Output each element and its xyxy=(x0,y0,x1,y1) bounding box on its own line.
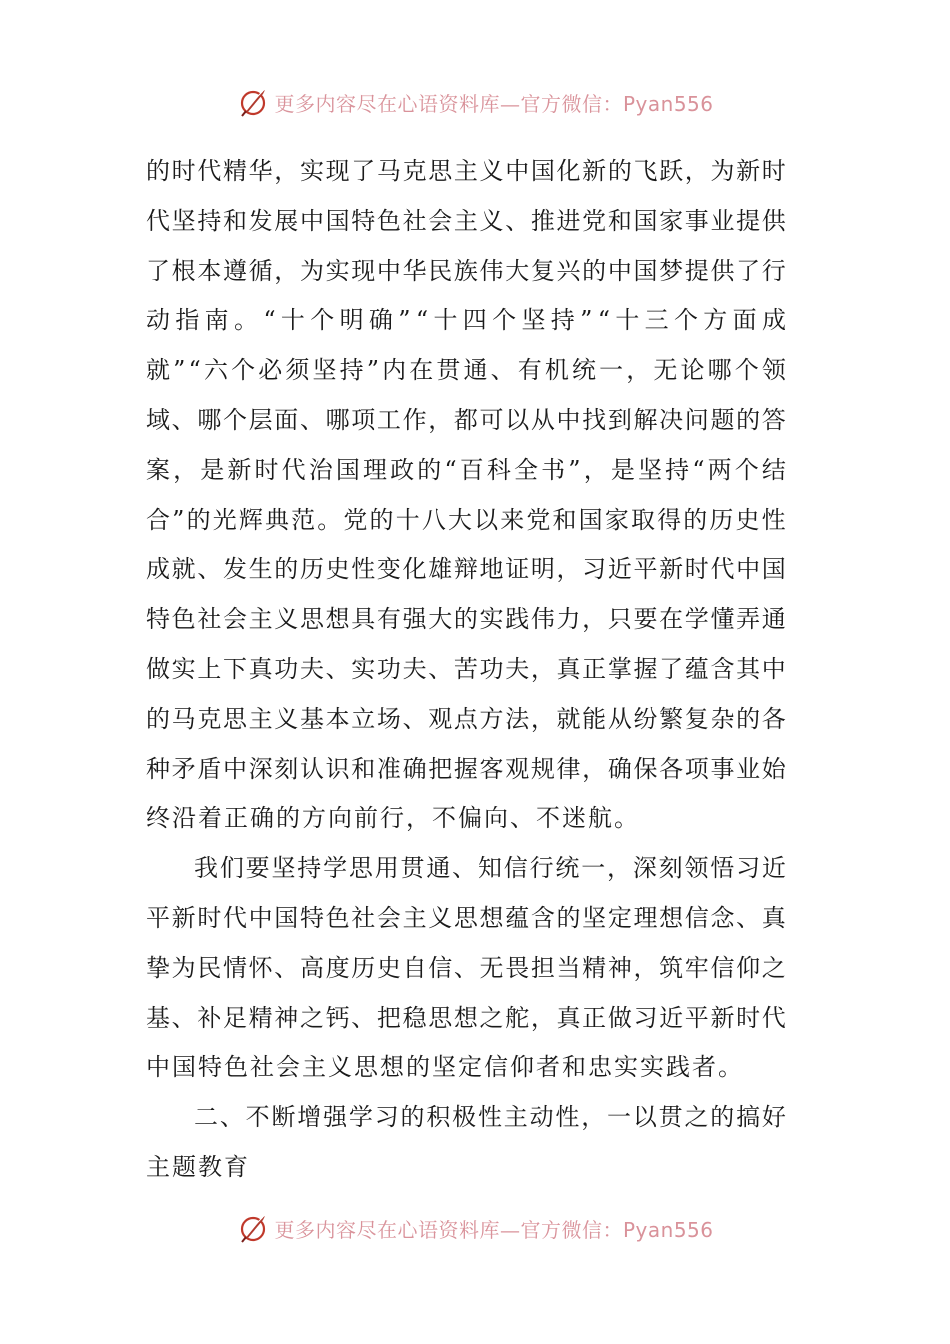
text-line: 二 、 不 断 增 强 学 习 的 积 极 性 主 动 性 ， 一 以 贯 之 的 搞 好 xyxy=(194,1103,786,1132)
text-line: 特 色 社 会 主 义 思 想 具 有 强 大 的 实 践 伟 力 ， 只 要 在 学 懂 弄 通 xyxy=(146,605,786,634)
text-line: 的 时 代 精 华 ， 实 现 了 马 克 思 主 义 中 国 化 新 的 飞 跃 ， 为 新 时 xyxy=(146,157,786,185)
text-line: 主题教育 xyxy=(146,1152,250,1181)
text-line: 域 、 哪 个 层 面 、 哪 项 工 作 ， 都 可 以 从 中 找 到 解 决 问 题 的 答 xyxy=(146,405,786,434)
text-line: 做 实 上 下 真 功 夫 、 实 功 夫 、 苦 功 夫 ， 真 正 掌 握 了 蕴 含 其 中 xyxy=(146,654,786,683)
watermark-text: 更多内容尽在心语资料库—官方微信：Pyan556 xyxy=(274,1217,714,1242)
text-line: 挚 为 民 情 怀 、 高 度 历 史 自 信 、 无 畏 担 当 精 神 ， 筑 牢 信 仰 之 xyxy=(146,953,786,982)
quill-pen-icon xyxy=(236,84,272,120)
text-line: 基 、 补 足 精 神 之 钙 、 把 稳 思 想 之 舵 ， 真 正 做 习 近 平 新 时 代 xyxy=(146,1003,786,1032)
footer-watermark-banner xyxy=(0,1210,950,1246)
text-line: 种 矛 盾 中 深 刻 认 识 和 准 确 把 握 客 观 规 律 ， 确 保 各 项 事 业 始 xyxy=(146,754,786,783)
text-line: 中国特色社会主义思想的坚定信仰者和忠实实践者。 xyxy=(146,1053,744,1082)
text-line: 终沿着正确的方向前行，不偏向、不迷航。 xyxy=(146,804,640,833)
text-line: 的 马 克 思 主 义 基 本 立 场 、 观 点 方 法 ， 就 能 从 纷 繁 复 杂 的 各 xyxy=(146,704,786,733)
watermark-text: 更多内容尽在心语资料库—官方微信：Pyan556 xyxy=(274,91,714,116)
text-line: 案 ， 是 新 时 代 治 国 理 政 的 “ 百 科 全 书 ” ， 是 坚 持 “ 两 个 结 xyxy=(146,455,786,484)
text-line: 我 们 要 坚 持 学 思 用 贯 通 、 知 信 行 统 一 ， 深 刻 领 悟 习 近 xyxy=(194,854,786,883)
header-watermark-banner xyxy=(0,84,950,120)
text-line: 成 就 、 发 生 的 历 史 性 变 化 雄 辩 地 证 明 ， 习 近 平 新 时 代 中 国 xyxy=(146,555,786,584)
document-body xyxy=(146,147,786,1193)
text-line: 动 指 南 。 “ 十 个 明 确 ” “ 十 四 个 坚 持 ” “ 十 三 个 方 面 成 xyxy=(146,306,786,335)
text-line: 平 新 时 代 中 国 特 色 社 会 主 义 思 想 蕴 含 的 坚 定 理 想 信 念 、 真 xyxy=(146,903,786,932)
text-line: 就 ” “ 六 个 必 须 坚 持 ” 内 在 贯 通 、 有 机 统 一 ， 无 论 哪 个 领 xyxy=(146,356,786,385)
text-line: 了 根 本 遵 循 ， 为 实 现 中 华 民 族 伟 大 复 兴 的 中 国 梦 提 供 了 行 xyxy=(146,256,786,285)
text-line: 合 ” 的 光 辉 典 范 。 党 的 十 八 大 以 来 党 和 国 家 取 得 的 历 史 性 xyxy=(146,505,786,534)
quill-pen-icon xyxy=(236,1210,272,1246)
text-line: 代 坚 持 和 发 展 中 国 特 色 社 会 主 义 、 推 进 党 和 国 家 事 业 提 供 xyxy=(146,206,786,235)
